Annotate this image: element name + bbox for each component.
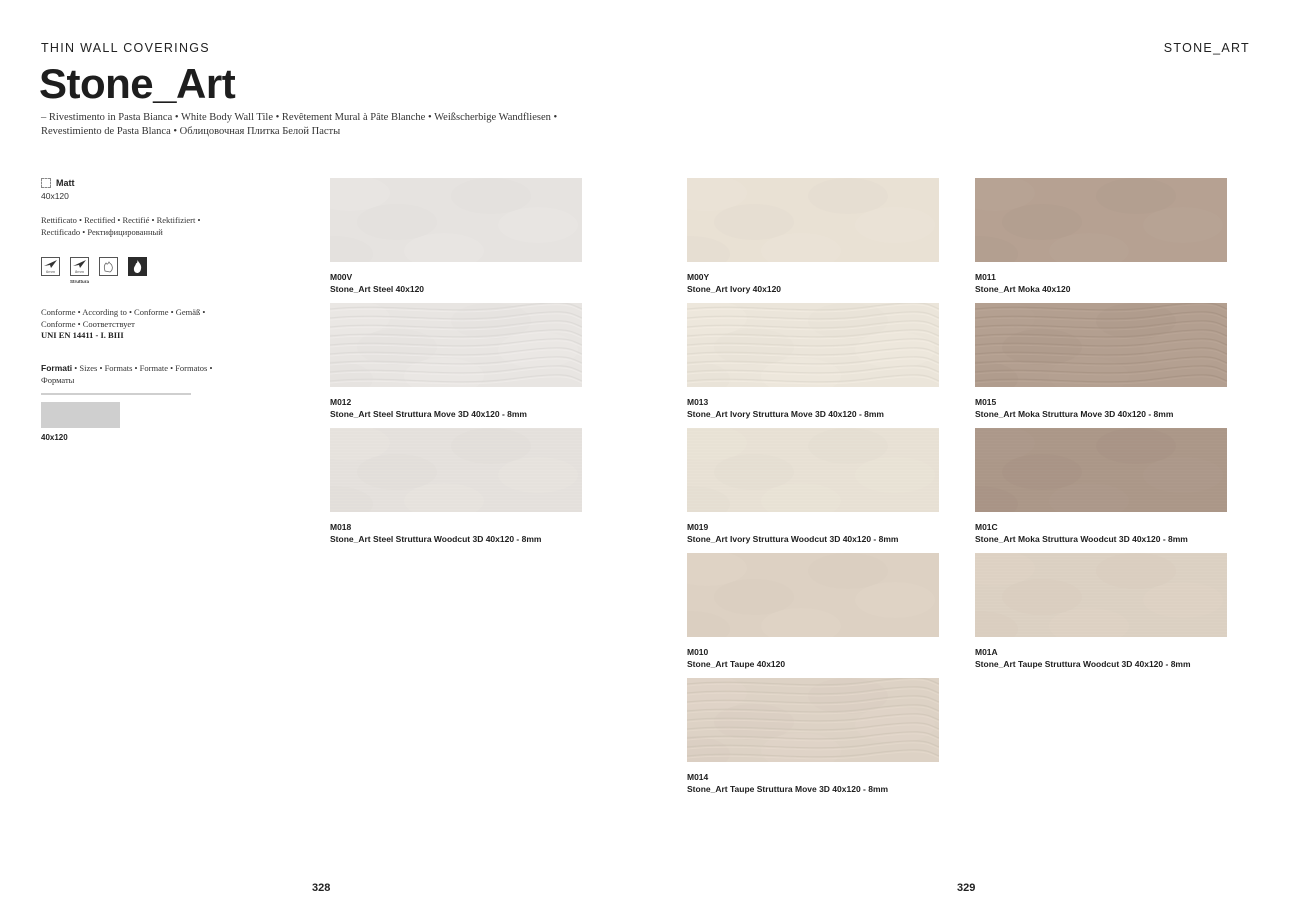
thickness-8mm-caption: 8mm bbox=[75, 269, 84, 274]
tile-caption bbox=[330, 522, 620, 545]
finish-name: Matt bbox=[56, 178, 75, 188]
tile-caption bbox=[687, 522, 977, 545]
tile-code: M01A bbox=[975, 647, 998, 657]
page-number-right: 329 bbox=[957, 882, 976, 894]
tile-caption bbox=[975, 397, 1265, 420]
fire-resistant-icon bbox=[128, 257, 147, 276]
conformity-block bbox=[41, 307, 231, 342]
tile-code: M010 bbox=[687, 647, 709, 657]
tile-texture bbox=[330, 178, 582, 262]
rectified-text: Rettificato • Rectified • Rectifié • Rektifiziert • Rectificado • Ректифицированный bbox=[41, 215, 201, 237]
tile-caption bbox=[975, 522, 1265, 545]
tile-code: M013 bbox=[687, 397, 709, 407]
category-header: THIN WALL COVERINGS bbox=[41, 41, 210, 55]
tile-code: M00V bbox=[330, 272, 353, 282]
tile-name: Stone_Art Steel Struttura Move 3D 40x120 - 8mm bbox=[330, 408, 527, 419]
tile-texture bbox=[687, 678, 939, 762]
tile-caption bbox=[687, 772, 977, 795]
tile-name: Stone_Art Moka Struttura Woodcut 3D 40x120 - 8mm bbox=[975, 533, 1188, 544]
tile-swatch[interactable] bbox=[687, 678, 939, 762]
tile-texture bbox=[687, 303, 939, 387]
tile-swatch[interactable] bbox=[975, 428, 1227, 512]
tile-name: Stone_Art Taupe 40x120 bbox=[687, 658, 786, 669]
tile-code: M018 bbox=[330, 522, 352, 532]
finish-size: 40x120 bbox=[41, 191, 69, 201]
tile-name: Stone_Art Ivory Struttura Move 3D 40x120 - 8mm bbox=[687, 408, 884, 419]
tile-swatch[interactable] bbox=[975, 553, 1227, 637]
tile-swatch[interactable] bbox=[687, 428, 939, 512]
finish-block bbox=[41, 178, 75, 201]
tile-code: M019 bbox=[687, 522, 709, 532]
tile-code: M015 bbox=[975, 397, 997, 407]
formats-text: • Sizes • Formats • Formate • Formatos • Форматы bbox=[41, 363, 213, 385]
tile-swatch[interactable] bbox=[687, 178, 939, 262]
matt-finish-icon bbox=[41, 178, 51, 188]
tile-swatch[interactable] bbox=[687, 303, 939, 387]
hand-stain-icon bbox=[99, 257, 118, 276]
format-swatch bbox=[41, 402, 120, 428]
tile-code: M011 bbox=[975, 272, 996, 282]
tile-caption bbox=[687, 647, 977, 670]
tile-swatch[interactable] bbox=[975, 303, 1227, 387]
tile-swatch[interactable] bbox=[975, 178, 1227, 262]
tile-caption bbox=[975, 647, 1265, 670]
tile-caption bbox=[330, 272, 620, 295]
tile-caption bbox=[687, 397, 977, 420]
collection-header: STONE_ART bbox=[1163, 41, 1250, 55]
tile-code: M00Y bbox=[687, 272, 710, 282]
thickness-6mm-icon bbox=[41, 257, 60, 276]
conformity-text: Conforme • According to • Conforme • Gemäß • Conforme • Соответствует bbox=[41, 307, 206, 329]
tile-swatch[interactable] bbox=[330, 428, 582, 512]
tile-caption bbox=[330, 397, 620, 420]
format-size: 40x120 bbox=[41, 433, 68, 442]
page-title: Stone_Art bbox=[39, 60, 236, 107]
tile-swatch[interactable] bbox=[330, 303, 582, 387]
tile-texture bbox=[975, 178, 1227, 262]
tile-texture bbox=[687, 178, 939, 262]
tile-name: Stone_Art Moka Struttura Move 3D 40x120 - 8mm bbox=[975, 408, 1174, 419]
tile-name: Stone_Art Taupe Struttura Move 3D 40x120 - 8mm bbox=[687, 783, 889, 794]
tile-name: Stone_Art Steel Struttura Woodcut 3D 40x120 - 8mm bbox=[330, 533, 542, 544]
tile-texture bbox=[975, 553, 1227, 637]
tile-name: Stone_Art Ivory Struttura Woodcut 3D 40x120 - 8mm bbox=[687, 533, 899, 544]
tile-texture bbox=[687, 553, 939, 637]
tile-texture bbox=[975, 303, 1227, 387]
tile-caption bbox=[687, 272, 977, 295]
tile-texture bbox=[687, 428, 939, 512]
tile-texture bbox=[330, 303, 582, 387]
formats-block bbox=[41, 363, 231, 386]
tile-name: Stone_Art Taupe Struttura Woodcut 3D 40x120 - 8mm bbox=[975, 658, 1191, 669]
subtitle: – Rivestimento in Pasta Bianca • White Body Wall Tile • Revêtement Mural à Pâte Blanche • Weißscherbige Wandfliesen • Revestimiento de Pasta Blanca • Облицовочная Плитка Белой Пасты bbox=[41, 112, 558, 137]
tile-code: M014 bbox=[687, 772, 709, 782]
standard-code: UNI EN 14411 - I. BIII bbox=[41, 330, 124, 340]
tile-caption bbox=[975, 272, 1265, 295]
tile-swatch[interactable] bbox=[330, 178, 582, 262]
thickness-8mm-icon bbox=[70, 257, 89, 276]
tile-swatch[interactable] bbox=[687, 553, 939, 637]
tile-texture bbox=[975, 428, 1227, 512]
formats-divider bbox=[41, 393, 191, 395]
struttura-label: Struttura bbox=[70, 279, 89, 284]
tile-texture bbox=[330, 428, 582, 512]
tile-code: M01C bbox=[975, 522, 998, 532]
formats-lead: Formati bbox=[41, 363, 73, 373]
tile-name: Stone_Art Ivory 40x120 bbox=[687, 283, 782, 294]
tile-name: Stone_Art Steel 40x120 bbox=[330, 283, 425, 294]
tile-code: M012 bbox=[330, 397, 352, 407]
spec-icons bbox=[41, 257, 147, 284]
thickness-6mm-caption: 6mm bbox=[46, 269, 55, 274]
page-number-left: 328 bbox=[312, 882, 331, 894]
tile-name: Stone_Art Moka 40x120 bbox=[975, 283, 1071, 294]
